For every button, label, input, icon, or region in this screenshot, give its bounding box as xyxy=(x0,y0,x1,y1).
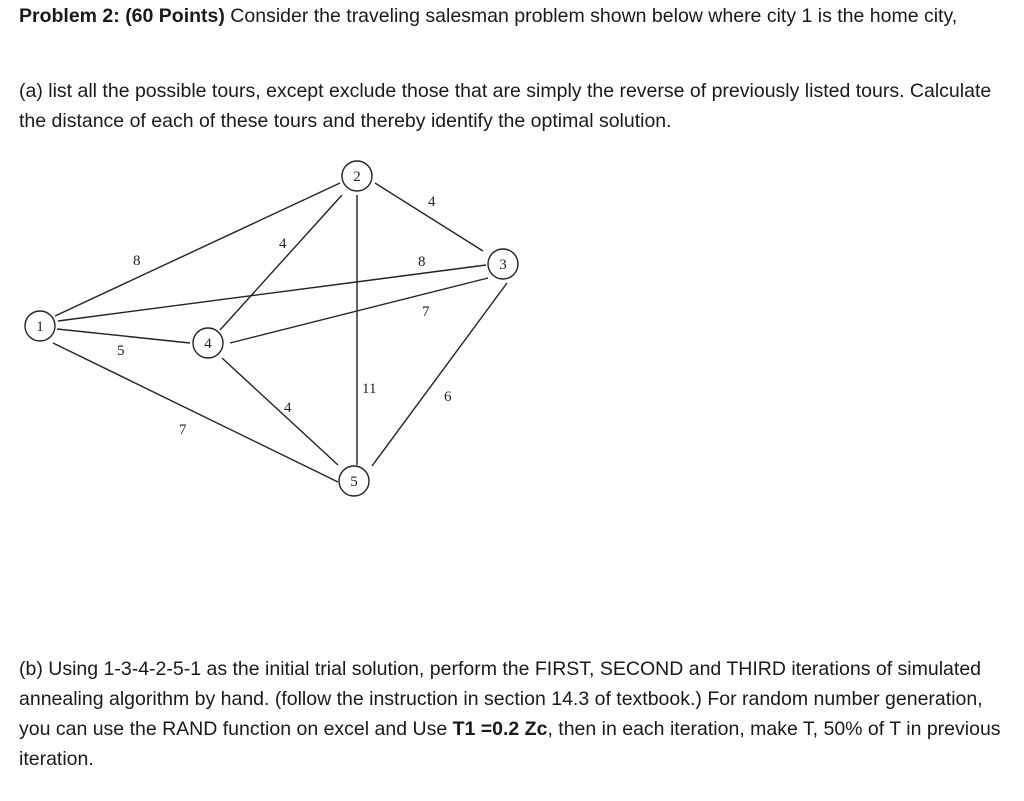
edge-label-3-5: 6 xyxy=(444,389,452,405)
edge-label-2-5: 11 xyxy=(362,381,377,397)
edge-label-4-5: 4 xyxy=(284,400,292,416)
edge-label-3-4: 7 xyxy=(422,304,430,320)
edge-label-2-4: 4 xyxy=(279,236,287,252)
edge-label-1-5: 7 xyxy=(179,422,187,438)
city-node-3 xyxy=(488,249,518,279)
tsp-network-diagram xyxy=(0,150,560,510)
city-node-4 xyxy=(193,328,223,358)
city-label-4: 4 xyxy=(204,336,212,352)
city-label-1: 1 xyxy=(36,319,44,335)
city-label-5: 5 xyxy=(350,474,358,490)
edge-1-4 xyxy=(57,329,190,343)
edge-1-2 xyxy=(55,183,340,316)
part-b-text-end: , then in each iteration, make T, 50% of T in previous iteration. xyxy=(19,718,1001,770)
edge-3-5 xyxy=(372,283,507,466)
city-node-2 xyxy=(342,161,372,191)
problem-intro: Consider the traveling salesman problem shown below where city 1 is the home city, xyxy=(224,5,958,27)
problem-statement xyxy=(19,1,1004,31)
edge-label-2-3: 4 xyxy=(428,194,436,210)
problem-heading: Problem 2: (60 Points) xyxy=(19,5,225,27)
initial-temperature-formula: T1 =0.2 Zc xyxy=(452,718,548,740)
edge-label-1-2: 8 xyxy=(133,253,141,269)
part-b-text xyxy=(19,654,1004,774)
edge-4-5 xyxy=(222,358,338,465)
edge-2-4 xyxy=(220,195,342,330)
edge-1-5 xyxy=(53,343,338,482)
part-a-text: (a) list all the possible tours, except exclude those that are simply the reverse of previously listed tours. Calculate the distance of each of these tours and thereby identify the optimal solution. xyxy=(19,80,992,132)
part-b-text-start: (b) Using 1-3-4-2-5-1 as the initial trial solution, perform the FIRST, SECOND and THIRD iterations of simulated annealing algorithm by hand. (follow the instruction in section 14.3 of textbook.) For random number generation, you can use the RAND function on excel and Use xyxy=(19,658,983,740)
edge-label-1-3: 8 xyxy=(418,254,426,270)
city-node-1 xyxy=(25,311,55,341)
edge-label-1-4: 5 xyxy=(117,343,125,359)
city-node-5 xyxy=(339,466,369,496)
city-label-3: 3 xyxy=(499,257,507,273)
edge-3-4 xyxy=(230,278,488,343)
city-label-2: 2 xyxy=(353,169,361,185)
